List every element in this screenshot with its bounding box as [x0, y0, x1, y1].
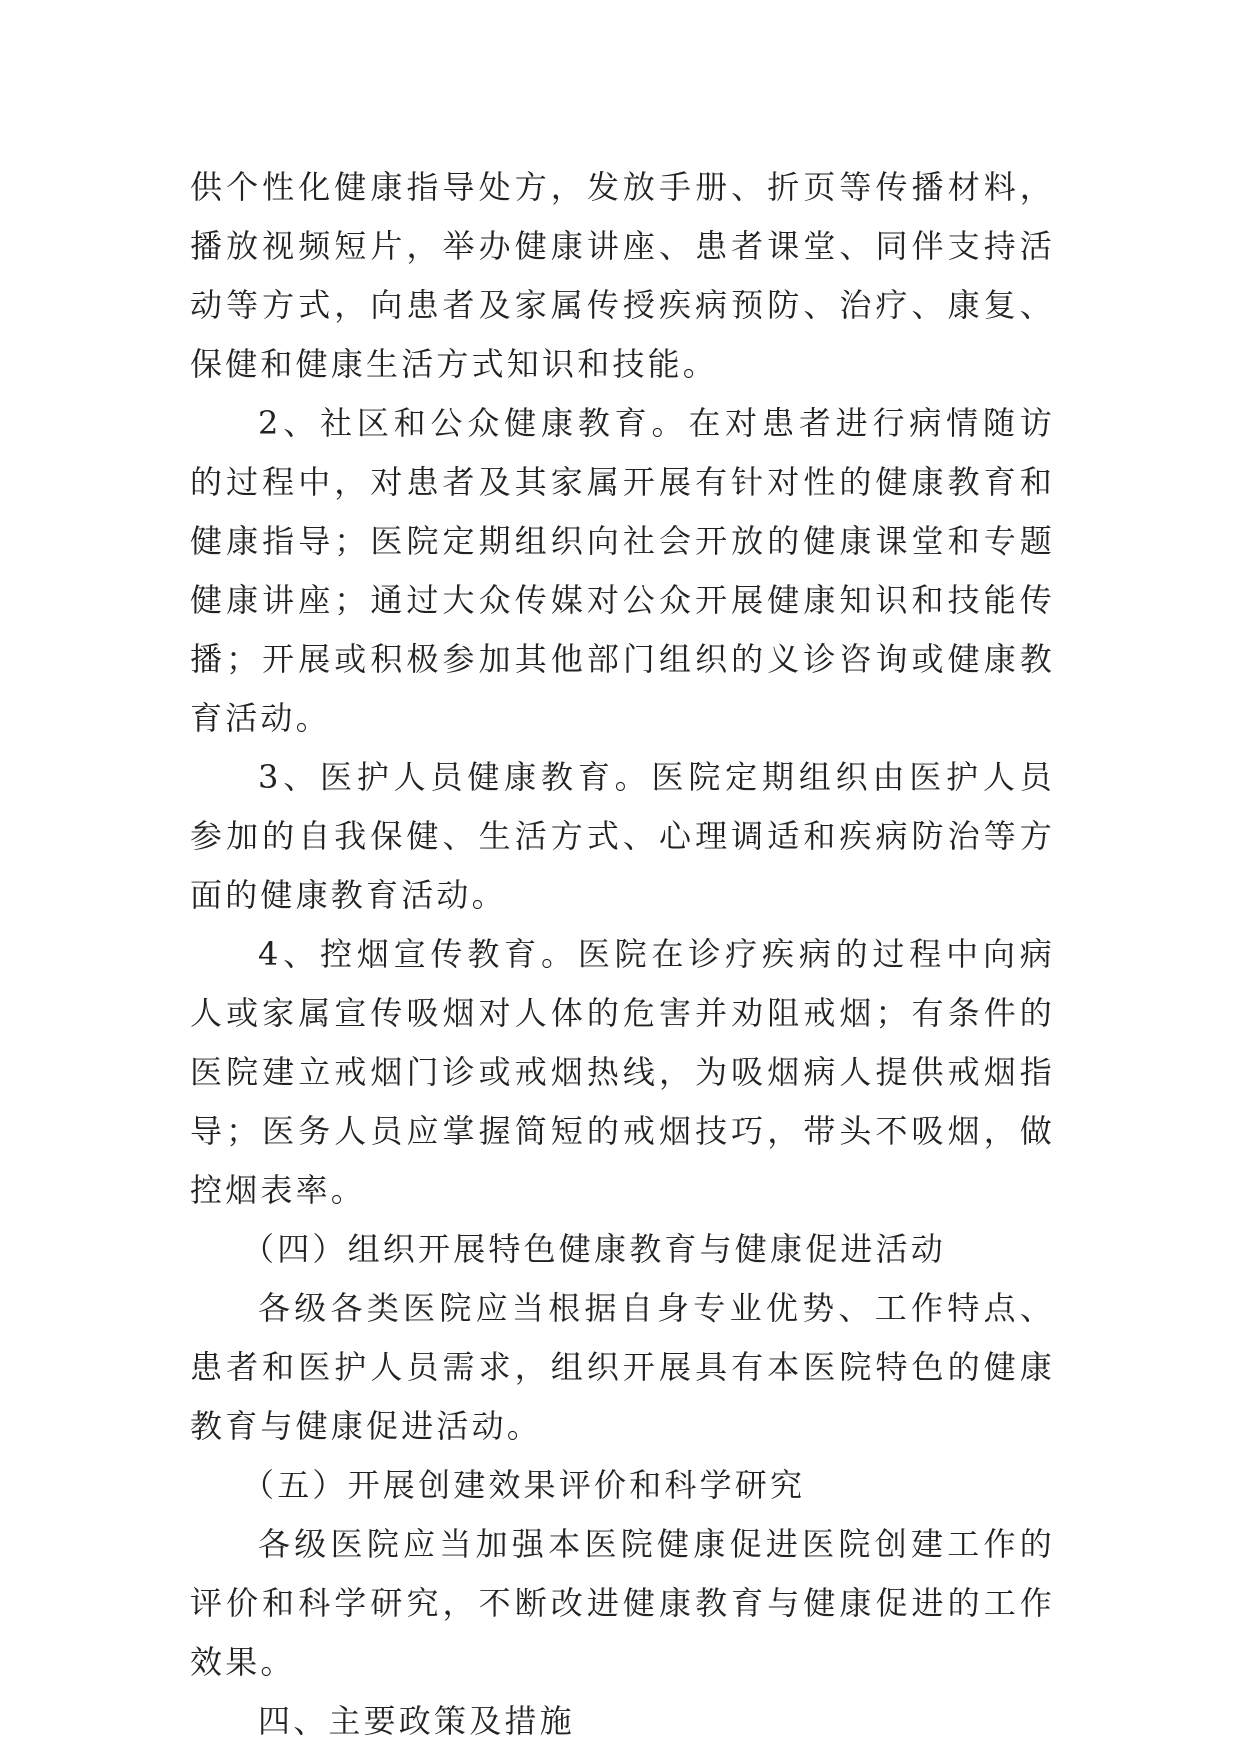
paragraph-item-2: 2、社区和公众健康教育。在对患者进行病情随访的过程中，对患者及其家属开展有针对性的健康教育和健康指导；医院定期组织向社会开放的健康课堂和专题健康讲座；通过大众传媒对公众开展健康知识和技能传播；开展或积极参加其他部门组织的义诊咨询或健康教育活动。 — [190, 404, 1055, 737]
paragraph-body-5: 各级医院应当加强本医院健康促进医院创建工作的评价和科学研究，不断改进健康教育与健康促进的工作效果。 — [190, 1525, 1055, 1681]
paragraph-body-4: 各级各类医院应当根据自身专业优势、工作特点、患者和医护人员需求，组织开展具有本医院特色的健康教育与健康促进活动。 — [190, 1289, 1055, 1445]
subheading-5: （五）开展创建效果评价和科学研究 — [242, 1466, 806, 1504]
paragraph-item-4: 4、控烟宣传教育。医院在诊疗疾病的过程中向病人或家属宣传吸烟对人体的危害并劝阻戒烟；有条件的医院建立戒烟门诊或戒烟热线，为吸烟病人提供戒烟指导；医务人员应掌握简短的戒烟技巧，带头不吸烟，做控烟表率。 — [190, 935, 1055, 1209]
document-body — [190, 158, 1055, 1751]
paragraph-item-3: 3、医护人员健康教育。医院定期组织由医护人员参加的自我保健、生活方式、心理调适和疾病防治等方面的健康教育活动。 — [190, 758, 1055, 914]
paragraph-continuation: 供个性化健康指导处方，发放手册、折页等传播材料，播放视频短片，举办健康讲座、患者课堂、同伴支持活动等方式，向患者及家属传授疾病预防、治疗、康复、保健和健康生活方式知识和技能。 — [190, 168, 1055, 383]
section-heading-4: 四、主要政策及措施 — [258, 1702, 575, 1740]
subheading-4: （四）组织开展特色健康教育与健康促进活动 — [242, 1230, 947, 1268]
